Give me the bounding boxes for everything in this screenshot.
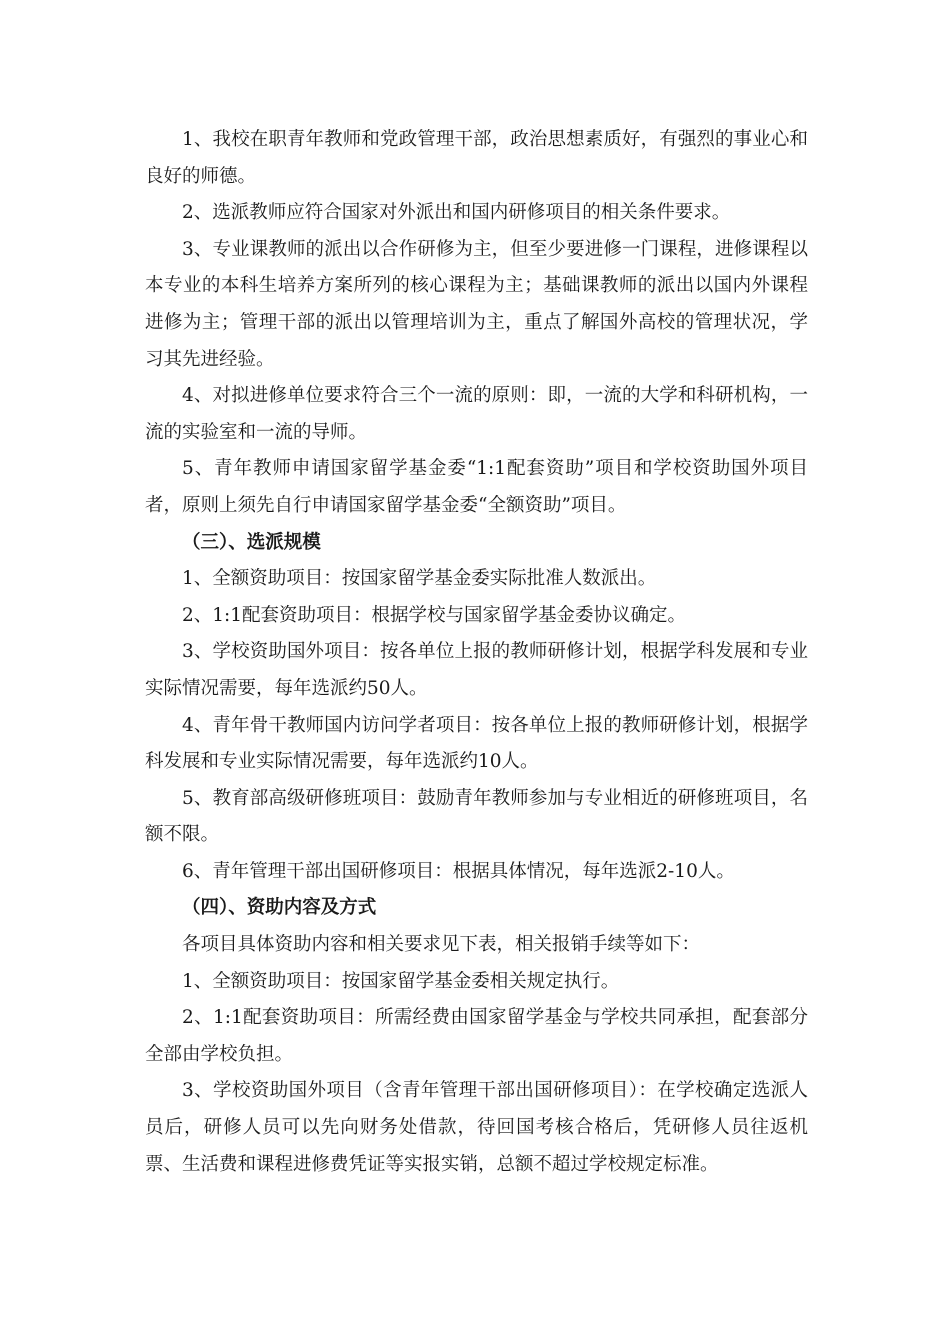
criteria-item-1: 1、我校在职青年教师和党政管理干部，政治思想素质好，有强烈的事业心和良好的师德。 [145, 129, 808, 187]
funding-intro: 各项目具体资助内容和相关要求见下表，相关报销手续等如下： [182, 934, 701, 956]
criteria-item-5: 5、青年教师申请国家留学基金委“1:1配套资助”项目和学校资助国外项目者，原则上须先自行申请国家留学基金委“全额资助”项目。 [145, 458, 808, 516]
scale-item-3: 3、学校资助国外项目：按各单位上报的教师研修计划，根据学科发展和专业实际情况需要，每年选派约50人。 [145, 641, 808, 699]
criteria-item-4: 4、对拟进修单位要求符合三个一流的原则：即，一流的大学和科研机构，一流的实验室和一流的导师。 [145, 385, 808, 443]
funding-item-1: 1、全额资助项目：按国家留学基金委相关规定执行。 [182, 970, 620, 992]
criteria-item-3: 3、专业课教师的派出以合作研修为主，但至少要进修一门课程，进修课程以本专业的本科生培养方案所列的核心课程为主；基础课教师的派出以国内外课程进修为主；管理干部的派出以管理培训为主，重点了解国外高校的管理状况，学习其先进经验。 [145, 238, 808, 370]
funding-heading: （四）、资助内容及方式 [182, 897, 377, 919]
scale-item-4: 4、青年骨干教师国内访问学者项目：按各单位上报的教师研修计划，根据学科发展和专业实际情况需要，每年选派约10人。 [145, 714, 808, 773]
scale-heading: （三）、选派规模 [182, 531, 321, 553]
scale-item-1: 1、全额资助项目：按国家留学基金委实际批准人数派出。 [182, 568, 657, 590]
scale-item-6: 6、青年管理干部出国研修项目：根据具体情况，每年选派2-10人。 [182, 860, 735, 882]
scale-item-5: 5、教育部高级研修班项目：鼓励青年教师参加与专业相近的研修班项目，名额不限。 [145, 787, 808, 846]
document-body [145, 122, 808, 1183]
funding-item-2: 2、1:1配套资助项目：所需经费由国家留学基金与学校共同承担，配套部分全部由学校负担。 [145, 1007, 808, 1065]
funding-item-3: 3、学校资助国外项目（含青年管理干部出国研修项目）：在学校确定选派人员后，研修人员可以先向财务处借款，待回国考核合格后，凭研修人员往返机票、生活费和课程进修费凭证等实报实销，总额不超过学校规定标准。 [145, 1080, 808, 1175]
criteria-item-2: 2、选派教师应符合国家对外派出和国内研修项目的相关条件要求。 [182, 202, 731, 224]
scale-item-2: 2、1:1配套资助项目：根据学校与国家留学基金委协议确定。 [182, 604, 687, 626]
